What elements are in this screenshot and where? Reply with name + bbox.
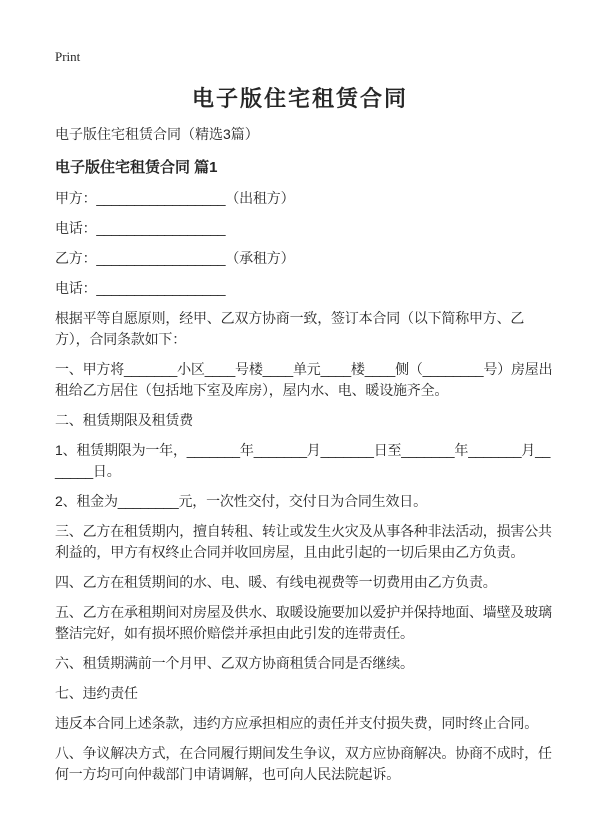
- field-phone-a-line: 电话：_________________: [55, 220, 226, 236]
- clause-4-utilities: 四、乙方在租赁期间的水、电、暖、有线电视费等一切费用由乙方负责。: [55, 574, 497, 590]
- clause-1-premises: 一、甲方将_______小区____号楼____单元____楼____侧（________号）房屋出租给乙方居住（包括地下室及库房），屋内水、电、暖设施齐全。: [55, 361, 553, 398]
- clause-2-term: 1、租赁期限为一年，_______年_______月_______日至_______年_______月_______日。: [55, 442, 551, 479]
- field-party-a-line: 甲方：_________________（出租方）: [55, 190, 295, 206]
- document-subtitle: 电子版住宅租赁合同（精选3篇）: [55, 126, 259, 142]
- field-phone-b-line: 电话：_________________: [55, 280, 226, 296]
- field-party-b-line: 乙方：_________________（承租方）: [55, 250, 295, 266]
- clause-7-heading: 七、违约责任: [55, 685, 138, 701]
- clause-3-termination: 三、乙方在租赁期内，擅自转租、转让或发生火灾及从事各种非法活动，损害公共利益的，甲方有权终止合同并收回房屋，且由此引起的一切后果由乙方负责。: [55, 523, 552, 560]
- intro-paragraph: 根据平等自愿原则，经甲、乙双方协商一致，签订本合同（以下简称甲方、乙方），合同条款如下：: [55, 310, 525, 347]
- document-title: 电子版住宅租赁合同: [191, 86, 408, 111]
- clause-5-maintenance: 五、乙方在承租期间对房屋及供水、取暖设施要加以爱护并保持地面、墙壁及玻璃整洁完好，如有损坏照价赔偿并承担由此引发的连带责任。: [55, 604, 552, 641]
- print-button[interactable]: Print: [55, 49, 81, 64]
- clause-8-disputes: 八、争议解决方式，在合同履行期间发生争议，双方应协商解决。协商不成时，任何一方均可向仲裁部门申请调解，也可向人民法院起诉。: [55, 745, 552, 782]
- clause-7-liability: 违反本合同上述条款，违约方应承担相应的责任并支付损失费，同时终止合同。: [55, 715, 538, 731]
- article-heading: 电子版住宅租赁合同 篇1: [55, 159, 218, 176]
- contract-body: [55, 188, 555, 785]
- clause-2-heading: 二、租赁期限及租赁费: [55, 412, 193, 428]
- clause-2-rent: 2、租金为________元，一次性交付，交付日为合同生效日。: [55, 493, 427, 509]
- clause-6-renewal: 六、租赁期满前一个月甲、乙双方协商租赁合同是否继续。: [55, 655, 414, 671]
